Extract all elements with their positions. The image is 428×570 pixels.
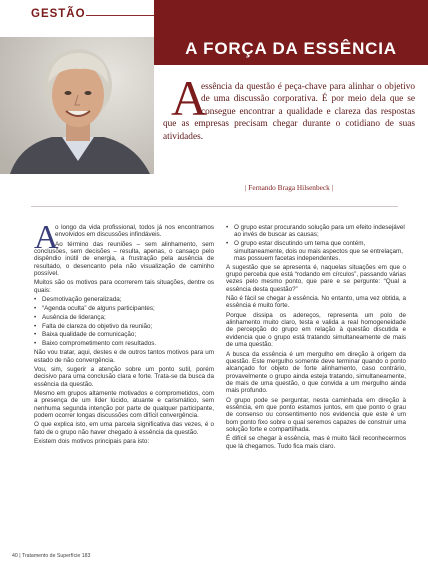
section-label: GESTÃO	[31, 8, 86, 20]
list-item: • Falta de clareza do objetivo da reunião;	[34, 323, 214, 330]
list-item: • Baixa qualidade de comunicação;	[34, 331, 214, 338]
list-item: • Desmotivação generalizada;	[34, 296, 214, 303]
separator-rule	[31, 206, 398, 207]
paragraph: Não vou tratar, aqui, destes e de outros tantos motivos para um estado de não convergência.	[34, 349, 214, 364]
paragraph: O que explica isto, em uma parcela significativa das vezes, é o fato de o grupo não haver chegado à essência da questão.	[34, 421, 214, 436]
intro-lead-text: essência da questão é peça-chave para alinhar o objetivo de uma discussão corporativa. É por meio dela que se consegue encontrar a qualidade e clareza das respostas que as empresas precisam chegar durante o cotidiano de suas atividades.	[163, 82, 415, 142]
list-item: • O grupo estar procurando solução para um efeito indesejável ao invés de buscar as causas;	[226, 224, 406, 239]
paragraph: A sugestão que se apresenta é, naquelas situações em que o grupo perceba que está “rodando em círculos”, passando várias vezes pelo mesmo ponto, que pare e se pergunte: “Qual a essência desta questão?”	[226, 263, 406, 293]
article-title: A FORÇA DA ESSÊNCIA	[185, 39, 397, 58]
paragraph: Muitos são os motivos para ocorrerem tais situações, dentre os quais:	[34, 279, 214, 294]
paragraph: o longo da vida profissional, todos já nos encontramos envolvidos em discussões infindáveis.	[55, 224, 214, 239]
list-item: • Ausência de liderança;	[34, 314, 214, 321]
author-portrait	[0, 37, 154, 174]
paragraph: Vou, sim, sugerir a atenção sobre um ponto sutil, porém decisivo para uma conclusão clara e forte. Trata-se da busca da essência da questão.	[34, 365, 214, 388]
paragraph: Ao término das reuniões – sem alinhamento, sem conclusões, sem decisões – resulta, apenas, o cansaço pelo dispêndio inútil de energia, a frustração pela ausência de resultado, o desencanto pela não visualização de caminho possível.	[34, 240, 214, 278]
body-column-left	[34, 224, 214, 447]
intro-dropcap: A	[171, 70, 208, 126]
page-footer: 40 | Tratamento de Superfície 183	[12, 553, 91, 559]
intro-lead	[163, 81, 415, 143]
body-dropcap: A	[34, 219, 59, 256]
list-item: • O grupo estar discutindo um tema que contém, simultaneamente, dois ou mais aspectos que se entrelaçam, mas possuem facetas independentes.	[226, 240, 406, 262]
paragraph: É difícil se chegar à essência, mas é muito fácil reconhecermos que lá chegamos. Tudo fica mais claro.	[226, 435, 406, 450]
paragraph: Não é fácil se chegar à essência. No entanto, uma vez obtida, a essência é muito forte.	[226, 295, 406, 310]
author-byline: | Fernando Braga Hilsenbeck |	[244, 183, 334, 192]
paragraph: O grupo pode se perguntar, nesta caminhada em direção à essência, em que ponto estamos juntos, em que ponto o grau de consenso ou consentimento nos evidencia que este é um bom ponto fixo sobre o qual seremos capazes de construir uma solução forte e compartilhada.	[226, 396, 406, 433]
body-column-right	[226, 224, 406, 452]
list-item: • Baixo comprometimento com resultados.	[34, 340, 214, 347]
section-divider	[86, 15, 154, 16]
paragraph: Mesmo em grupos altamente motivados e comprometidos, com a presença de um líder lúcido, atuante e carismático, sem nenhuma segunda intenção por parte de qualquer participante, podem ocorrer longas discussões com difícil convergência.	[34, 389, 214, 419]
paragraph: A busca da essência é um mergulho em direção à origem da questão. Este mergulho somente deve terminar quando o ponto alcançado for objeto de forte alinhamento, caso contrário, provavelmente o grupo ainda esteja tratando, simultaneamente, de mais de uma questão, o que convida a um mergulho ainda mais profundo.	[226, 350, 406, 395]
list-item: • “Agenda oculta” de alguns participantes;	[34, 305, 214, 312]
paragraph: Porque dissipa os adereços, representa um polo de alinhamento muito claro, testa e valida a real homogeneidade de percepção do grupo em relação à questão discutida e evidencia que o grupo está tratando simultaneamente de mais de uma questão.	[226, 311, 406, 349]
paragraph: Existem dois motivos principais para isto:	[34, 437, 150, 445]
